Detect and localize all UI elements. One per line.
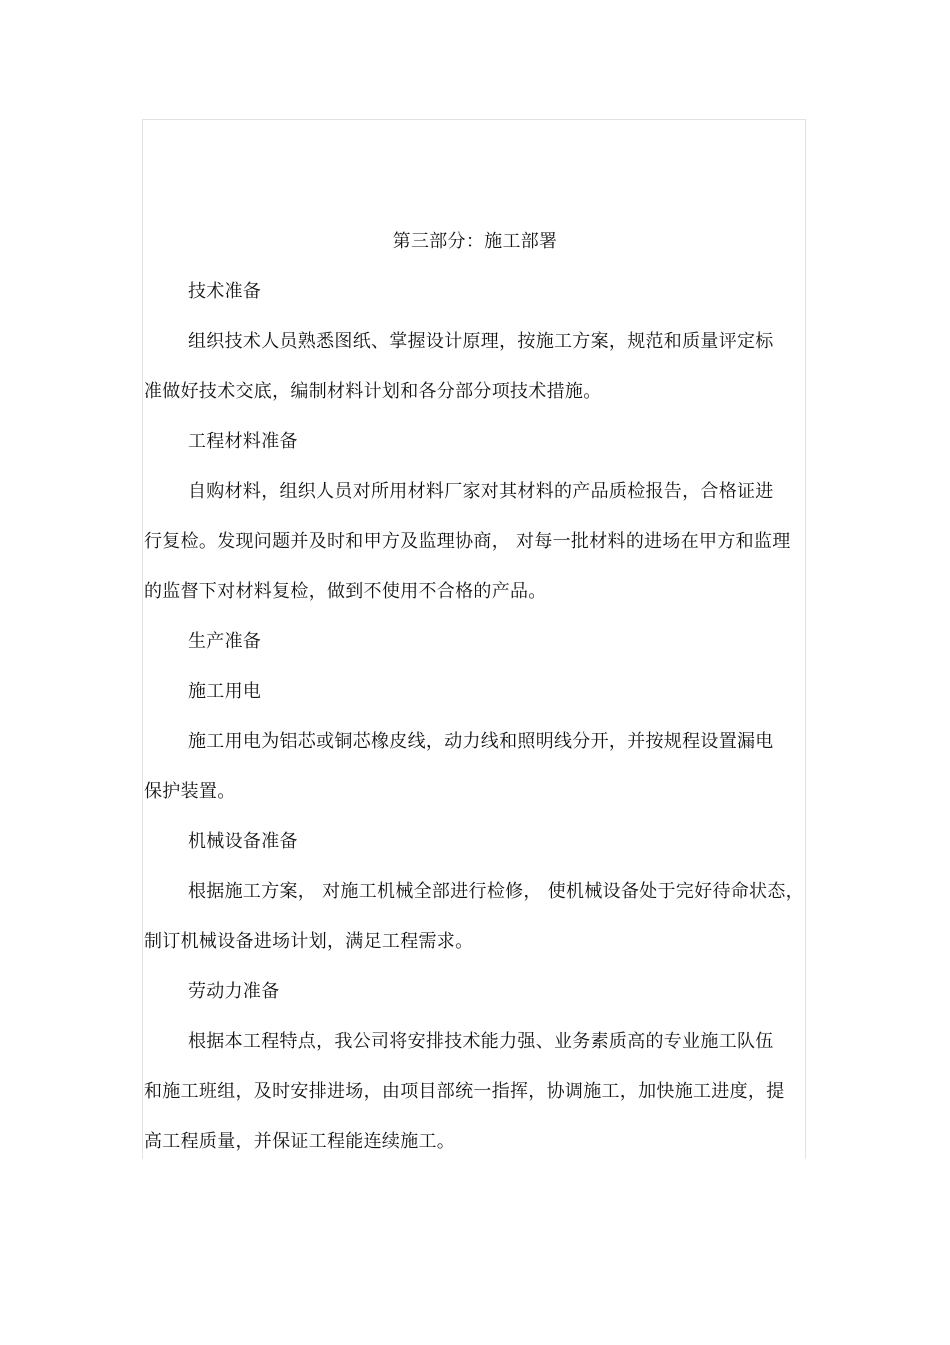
heading-production-prep: 生产准备 [188,631,262,652]
paragraph-line: 和施工班组，及时安排进场，由项目部统一指挥，协调施工，加快施工进度，提 [144,1081,785,1102]
paragraph-line: 组织技术人员熟悉图纸、掌握设计原理，按施工方案，规范和质量评定标 [188,331,774,352]
paragraph-line: 施工用电为铝芯或铜芯橡皮线，动力线和照明线分开，并按规程设置漏电 [188,731,774,752]
paragraph-line: 保护装置。 [144,781,236,802]
paragraph-line: 的监督下对材料复检，做到不使用不合格的产品。 [144,581,547,602]
heading-equipment-prep: 机械设备准备 [188,831,298,852]
heading-construction-power: 施工用电 [188,681,262,702]
paragraph-line: 准做好技术交底，编制材料计划和各分部分项技术措施。 [144,381,602,402]
heading-material-prep: 工程材料准备 [188,431,298,452]
paragraph-line: 根据本工程特点，我公司将安排技术能力强、业务素质高的专业施工队伍 [188,1031,774,1052]
page-title: 第三部分：施工部署 [392,231,558,252]
paragraph-line: 制订机械设备进场计划，满足工程需求。 [144,931,474,952]
paragraph-line: 自购材料，组织人员对所用材料厂家对其材料的产品质检报告，合格证进 [188,481,774,502]
paragraph-line: 高工程质量，并保证工程能连续施工。 [144,1131,456,1152]
paragraph-line: 行复检。发现问题并及时和甲方及监理协商， 对每一批材料的进场在甲方和监理 [144,531,791,552]
paragraph-line: 根据施工方案， 对施工机械全部进行检修， 使机械设备处于完好待命状态， [188,881,804,902]
heading-labor-prep: 劳动力准备 [188,981,280,1002]
heading-technical-prep: 技术准备 [188,281,262,302]
